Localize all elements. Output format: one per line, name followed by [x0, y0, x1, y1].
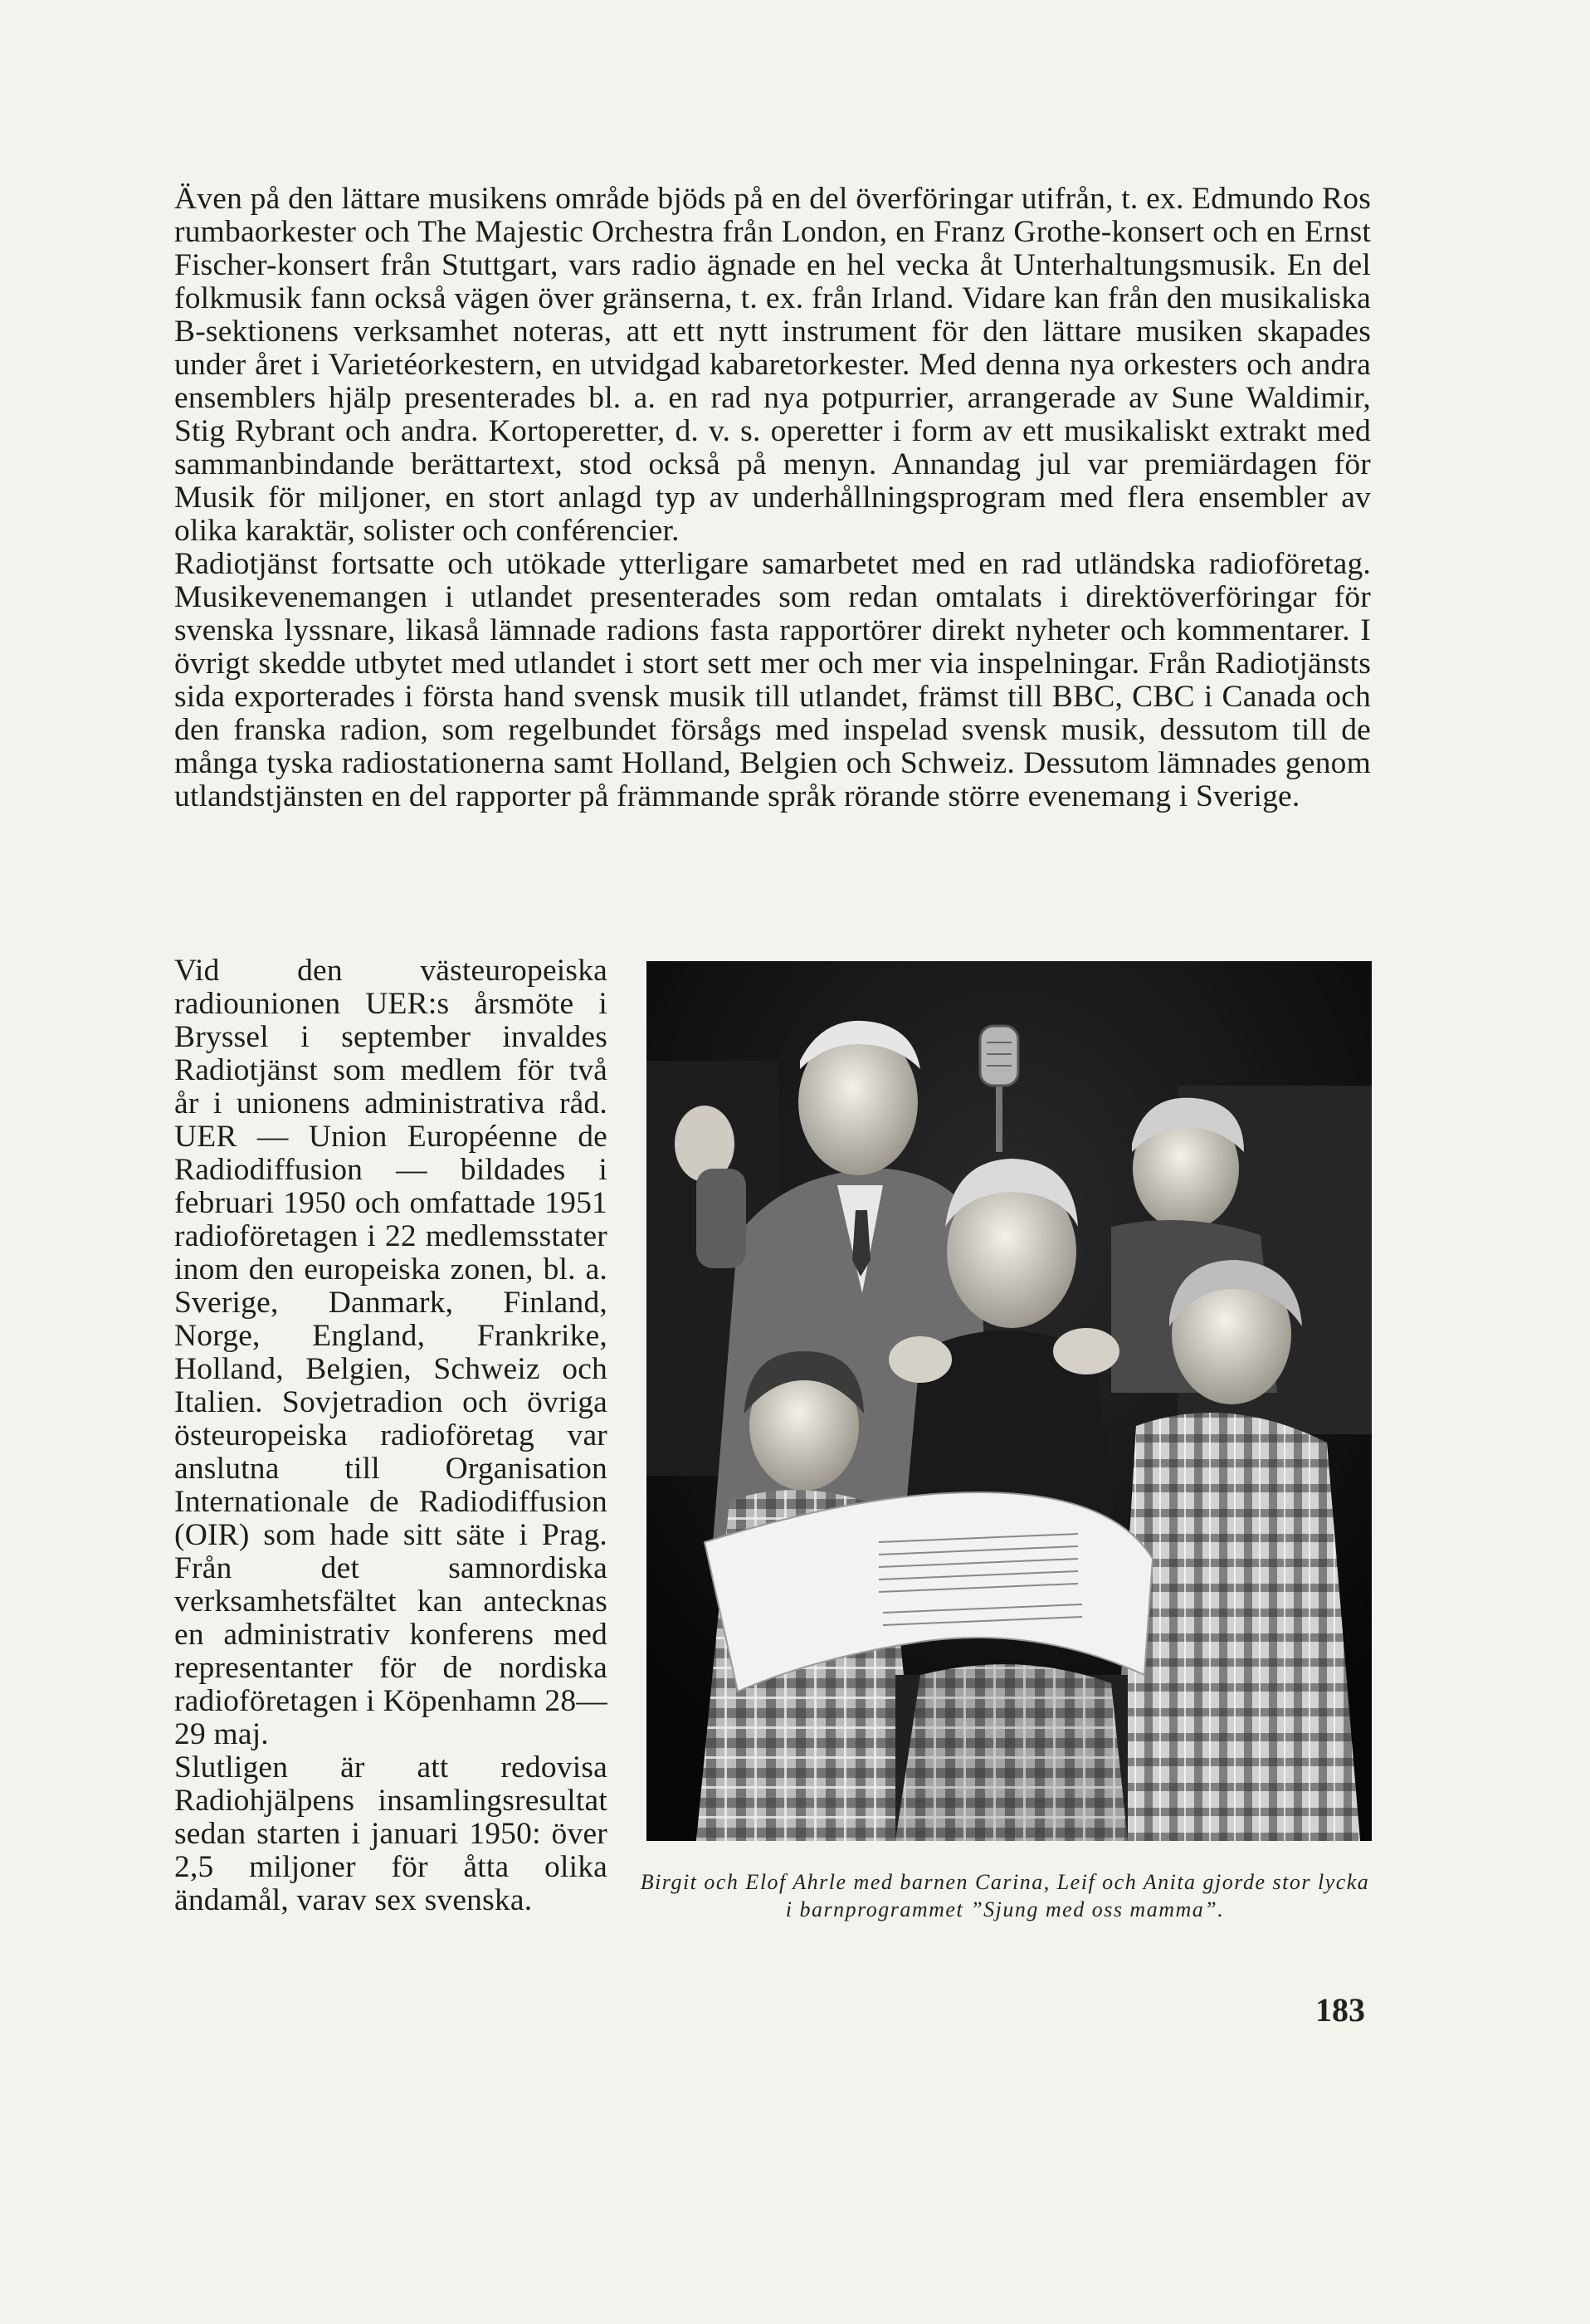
left-column-text	[174, 954, 607, 1917]
paragraph-foreign-cooperation: Radiotjänst fortsatte och utökade ytterligare samarbetet med en rad utländska radioföretag. Musikevenemangen i utlandet presenterades som redan omtalats i direktöverföringar för svenska lyssnare, likaså lämnade radions fasta rapportörer direkt nyheter och kommentarer. I övrigt skedde utbytet med utlandet i stort sett mer och mer via inspelningar. Från Radiotjänsts sida exporterades i första hand svensk musik till utlandet, främst till BBC, CBC i Canada och den franska radion, som regelbundet försågs med inspelad svensk musik, dessutom till de många tyska radiostationerna samt Holland, Belgien och Schweiz. Dessutom lämnades genom utlandstjänsten en del rapporter på främmande språk rörande större evenemang i Sverige.	[174, 547, 1371, 813]
top-text-block	[174, 183, 1371, 813]
photo-caption: Birgit och Elof Ahrle med barnen Carina, Leif och Anita gjorde stor lycka i barnprogrammet ”Sjung med oss mamma”.	[640, 1870, 1370, 1921]
paragraph-radiohjalpen: Slutligen är att redovisa Radiohjälpens insamlingsresultat sedan starten i januari 1950: över 2,5 miljoner för åtta olika ändamål, varav sex svenska.	[174, 1750, 607, 1917]
page-number: 183	[1315, 1991, 1365, 2029]
family-radio-photo	[646, 961, 1372, 1841]
paragraph-uer: Vid den västeuropeiska radiounionen UER:s årsmöte i Bryssel i september invaldes Radiotjänst som medlem för två år i unionens administrativa råd. UER — Union Européenne de Radiodiffusion — bildades i februari 1950 och omfattade 1951 radioföretagen i 22 medlemsstater inom den europeiska zonen, bl. a. Sverige, Danmark, Finland, Norge, England, Frankrike, Holland, Belgien, Schweiz och Italien. Sovjetradion och övriga östeuropeiska radioföretag var anslutna till Organisation Internationale de Radiodiffusion (OIR) som hade sitt säte i Prag. Från det samnordiska verksamhetsfältet kan antecknas en administrativ konferens med representanter för de nordiska radioföretagen i Köpenhamn 28—29 maj.	[174, 954, 607, 1751]
paragraph-light-music: Även på den lättare musikens område bjöds på en del överföringar utifrån, t. ex. Edmundo Ros rumbaorkester och The Majestic Orchestra från London, en Franz Grothe-konsert och en Ernst Fischer-konsert från Stuttgart, vars radio ägnade en hel vecka åt Unterhaltungsmusik. En del folkmusik fann också vägen över gränserna, t. ex. från Irland. Vidare kan från den musikaliska B-sektionens verksamhet noteras, att ett nytt instrument för den lättare musiken skapades under året i Varietéorkestern, en utvidgad kabaretorkester. Med denna nya orkesters och andra ensemblers hjälp presenterades bl. a. en rad nya potpurrier, arrangerade av Sune Waldimir, Stig Rybrant och andra. Kortoperetter, d. v. s. operetter i form av ett musikaliskt extrakt med sammanbindande berättartext, stod också på menyn. Annandag jul var premiärdagen för Musik för miljoner, en stort anlagd typ av underhållningsprogram med flera ensembler av olika karaktär, solister och conférencier.	[174, 182, 1371, 548]
